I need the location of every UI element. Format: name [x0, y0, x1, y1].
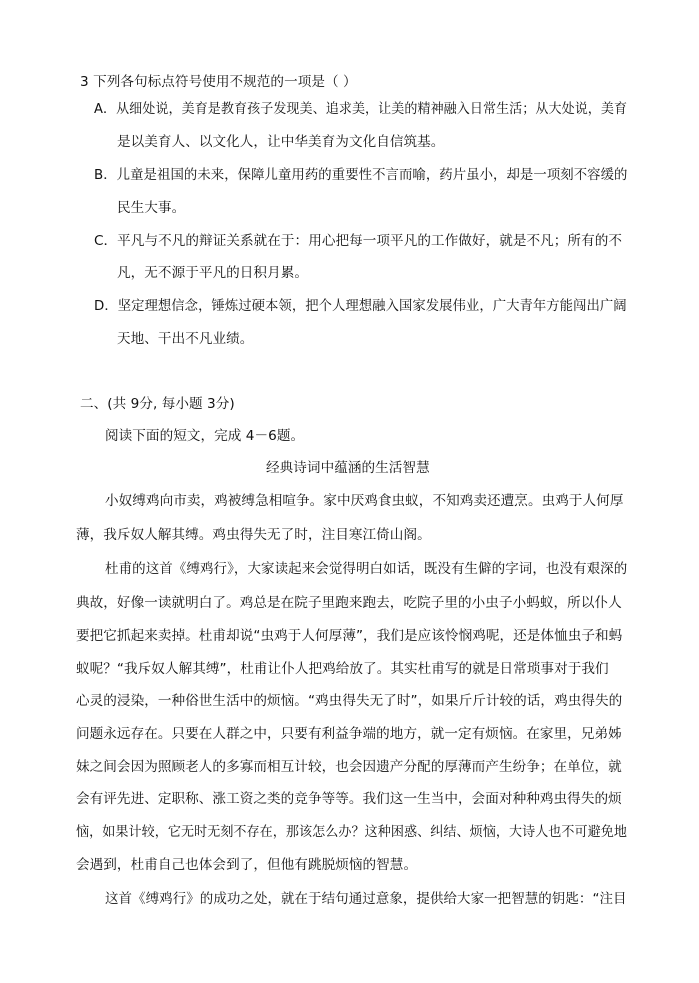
article-line: 小奴缚鸡向市卖，鸡被缚急相喧争。家中厌鸡食虫蚁，不知鸡卖还遭烹。虫鸡于人何厚: [105, 493, 624, 509]
section-2-header: 二、(共 9分, 每小题 3分): [80, 396, 235, 412]
option-b-line2: 民生大事。: [117, 200, 186, 216]
article-line: 蚁呢？“我斥奴人解其缚”，杜甫让仆人把鸡给放了。其实杜甫写的就是日常琐事对于我们: [76, 661, 609, 677]
article-line: 会有评先进、定职称、涨工资之类的竞争等等。我们这一生当中，会面对种种鸡虫得失的烦: [76, 791, 622, 807]
option-d-line1: D．坚定理想信念，锤炼过硬本领，把个人理想融入国家发展伟业，广大青年方能闯出广阔: [94, 298, 627, 314]
article-line: 要把它抓起来卖掉。杜甫却说“虫鸡于人何厚薄”，我们是应该怜悯鸡呢，还是体恤虫子和蚂: [76, 628, 623, 644]
option-d-line2: 天地、干出不凡业绩。: [117, 331, 254, 347]
article-line: 妹之间会因为照顾老人的多寡而相互计较，也会因遗产分配的厚薄而产生纷争；在单位，就: [76, 759, 622, 775]
option-a-line2: 是以美育人、以文化人，让中华美育为文化自信筑基。: [117, 134, 445, 150]
article-line: 会遇到，杜甫自己也体会到了，但他有跳脱烦恼的智慧。: [76, 857, 418, 873]
reading-instruction: 阅读下面的短文，完成 4－6题。: [105, 428, 305, 444]
article-line: 这首《缚鸡行》的成功之处，就在于结句通过意象，提供给大家一把智慧的钥匙：“注目: [105, 891, 627, 907]
article-line: 恼，如果计较，它无时无刻不存在，那该怎么办？这种困惑、纠结、烦恼，大诗人也不可避免地: [76, 824, 628, 840]
option-c-line1: C．平凡与不凡的辩证关系就在于：用心把每一项平凡的工作做好，就是不凡；所有的不: [94, 233, 623, 249]
option-a-line1: A．从细处说，美育是教育孩子发现美、追求美，让美的精神融入日常生活；从大处说，美育: [94, 101, 628, 117]
option-c-line2: 凡，无不源于平凡的日积月累。: [117, 265, 309, 281]
article-line: 薄，我斥奴人解其缚。鸡虫得失无了时，注目寒江倚山阁。: [76, 527, 431, 543]
option-b-line1: B．儿童是祖国的未来，保障儿童用药的重要性不言而喻，药片虽小，却是一项刻不容缓的: [94, 167, 628, 183]
article-line: 杜甫的这首《缚鸡行》，大家读起来会觉得明白如话，既没有生僻的字词，也没有艰深的: [105, 561, 628, 577]
article-line: 典故，好像一读就明白了。鸡总是在院子里跑来跑去，吃院子里的小虫子小蚂蚁，所以仆人: [76, 595, 622, 611]
question-3-stem: 3 下列各句标点符号使用不规范的一项是（ ）: [80, 74, 357, 90]
article-title: 经典诗词中蕴涵的生活智慧: [266, 460, 430, 476]
article-line: 问题永远存在。只要在人群之中，只要有利益争端的地方，就一定有烦恼。在家里，兄弟姊: [76, 726, 622, 742]
article-line: 心灵的浸染，一种俗世生活中的烦恼。“鸡虫得失无了时”，如果斤斤计较的话，鸡虫得失的: [76, 693, 623, 709]
